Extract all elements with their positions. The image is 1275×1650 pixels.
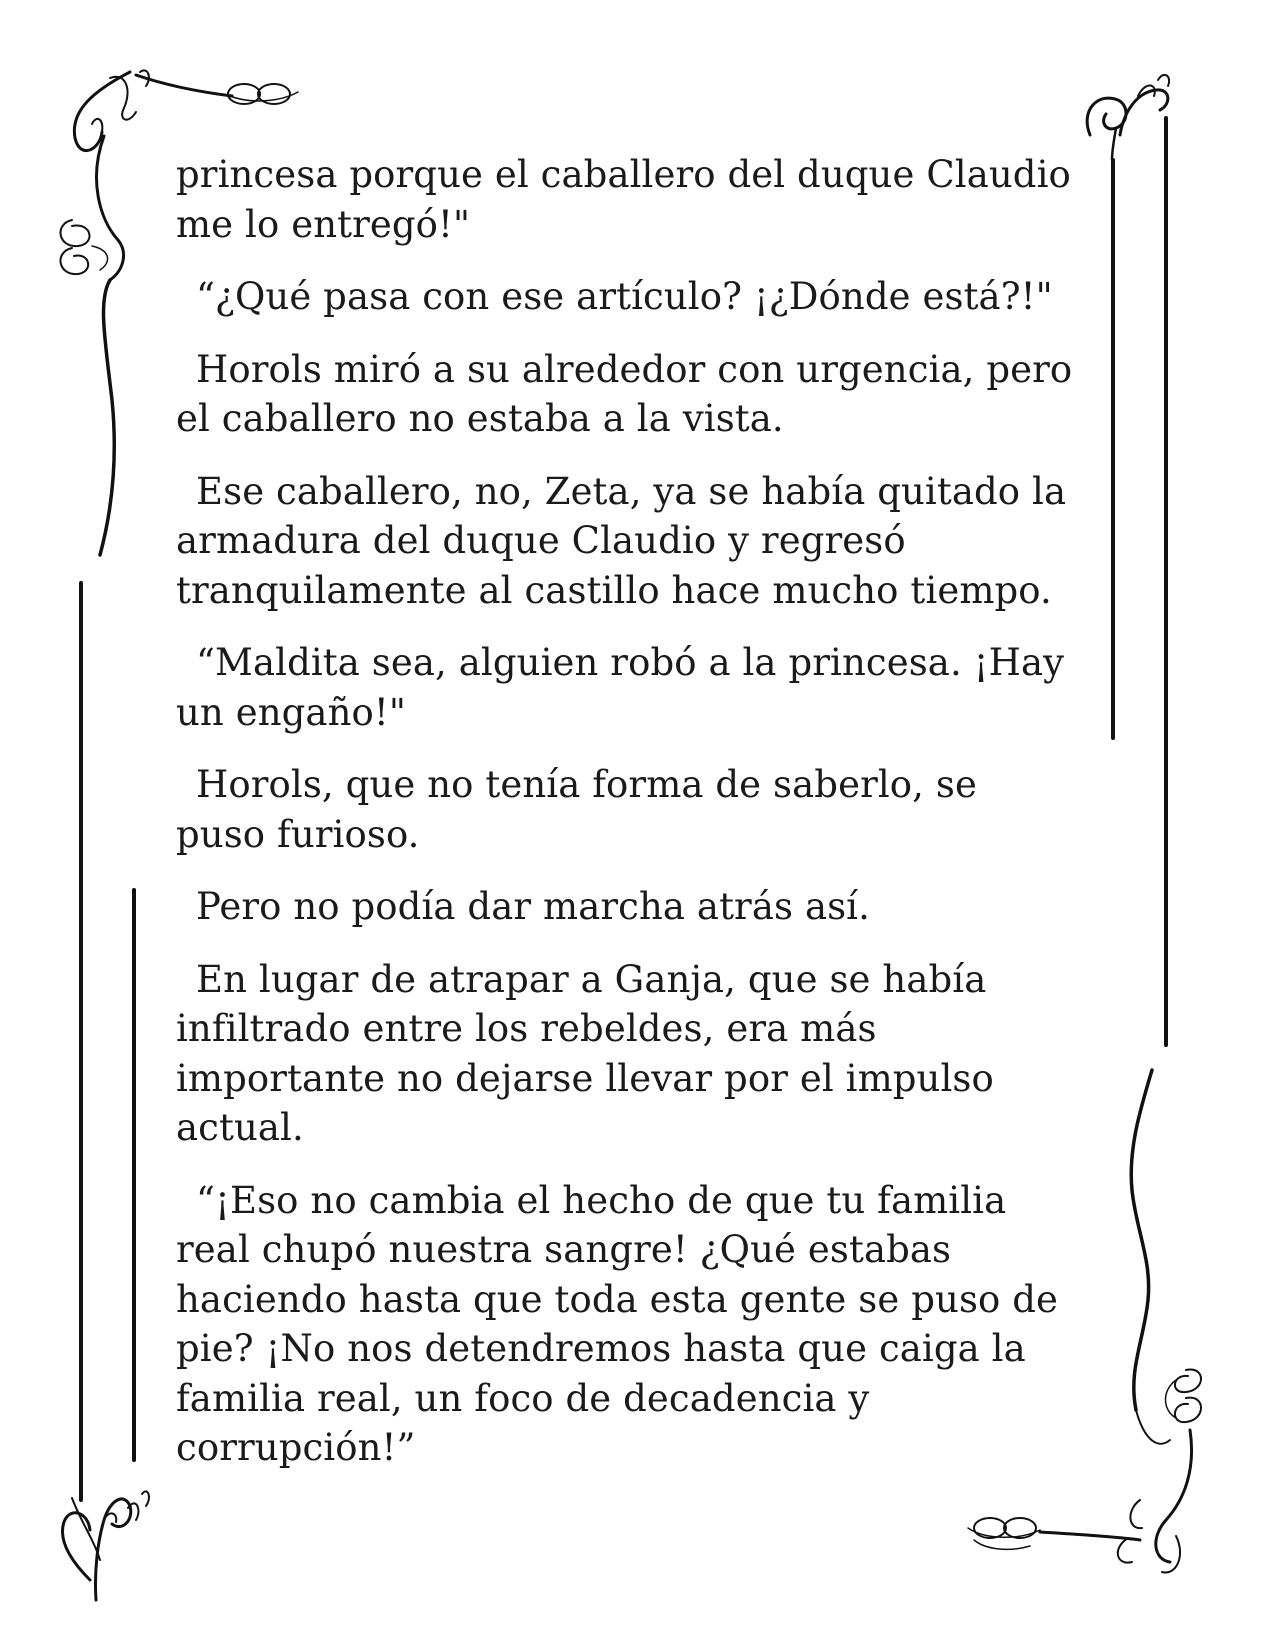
paragraph: En lugar de atrapar a Ganja, que se había infiltrado entre los rebeldes, era más importante no dejarse llevar por el impulso actual.: [176, 957, 994, 1149]
bottom-left-flourish-ornament: [62, 1491, 149, 1600]
paragraph: “¿Qué pasa con ese artículo? ¡¿Dónde está?!": [196, 275, 1053, 318]
paragraph: “Maldita sea, alguien robó a la princesa. ¡Hay un engaño!": [176, 641, 1065, 734]
top-right-flourish-ornament: [1087, 75, 1169, 160]
paragraph: Horols miró a su alrededor con urgencia, pero el caballero no estaba a la vista.: [176, 347, 1073, 440]
paragraph: princesa porque el caballero del duque Claudio me lo entregó!": [176, 153, 1071, 246]
page-text: [176, 150, 1106, 1496]
paragraph: Pero no podía dar marcha atrás así.: [196, 885, 870, 928]
paragraph: Horols, que no tenía forma de saberlo, se puso furioso.: [176, 763, 977, 856]
paragraph: Ese caballero, no, Zeta, ya se había quitado la armadura del duque Claudio y regresó tranquilamente al castillo hace mucho tiempo.: [176, 469, 1067, 612]
paragraph: “¡Eso no cambia el hecho de que tu familia real chupó nuestra sangre! ¿Qué estabas haciendo hasta que toda esta gente se puso de pie? ¡No nos detendremos hasta que caiga la familia real, un foco de decadencia y corrupción!”: [176, 1178, 1059, 1469]
